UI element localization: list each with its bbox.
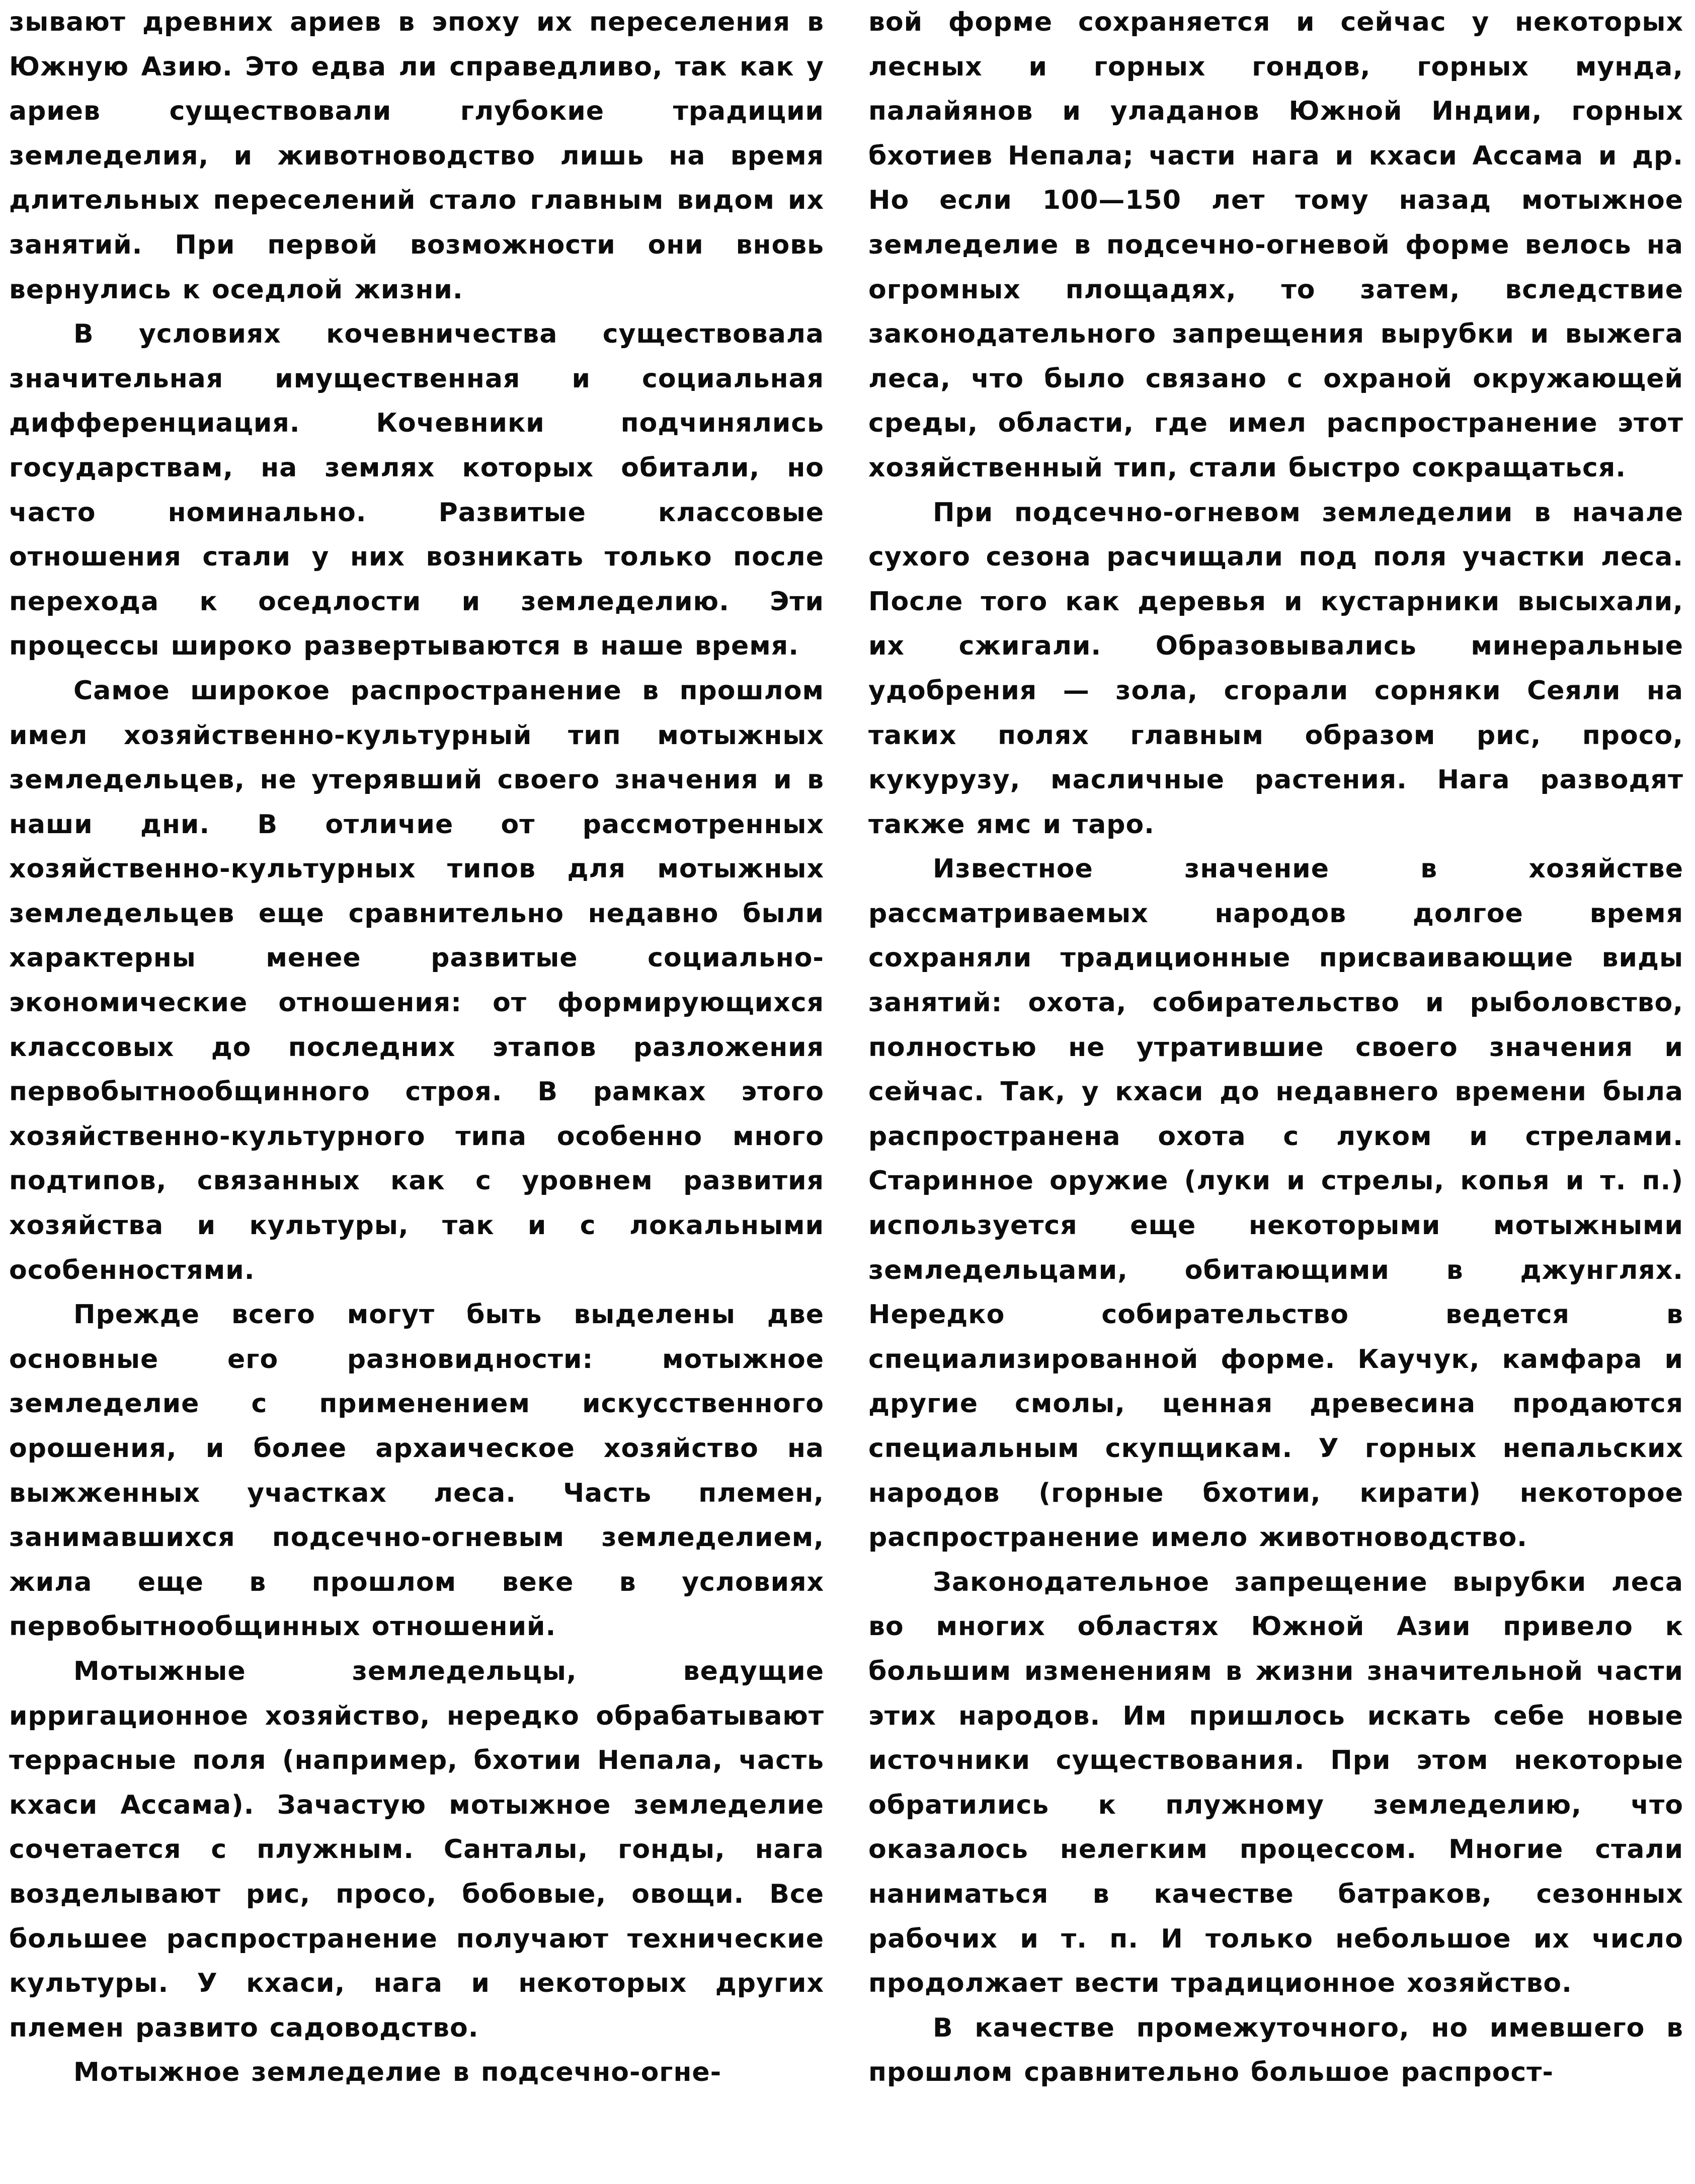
paragraph: вой форме сохраняется и сейчас у некоторых лесных и горных гондов, горных мунда, палайянов и уладанов Южной Индии, горных бхотиев Непала; части нага и кхаси Ассама и др. Но если 100—150 лет тому назад мотыжное земледелие в подсечно-огневой форме велось на огромных площадях, то затем, вследствие законодательного запрещения вырубки и выжега леса, что было связано с охраной окружающей среды, области, где имел распространение этот хозяйственный тип, стали быстро сокращаться.	[868, 7, 1683, 483]
paragraph: Самое широкое распространение в прошлом имел хозяйственно-культурный тип мотыжных земледельцев, не утерявший своего значения и в наши дни. В отличие от рассмотренных хозяйственно-культурных типов для мотыжных земледельцев еще сравнительно недавно были характерны менее развитые социально-экономические отношения: от формирующихся классовых до последних этапов разложения первобытнообщинного строя. В рамках этого хозяйственно-культурного типа особенно много подтипов, связанных как с уровнем развития хозяйства и культуры, так и с локальными особенностями.	[9, 675, 824, 1285]
paragraph: Мотыжное земледелие в подсечно-огне-	[73, 2057, 722, 2088]
paragraph: Мотыжные земледельцы, ведущие ирригационное хозяйство, нередко обрабатывают террасные поля (например, бхотии Непала, часть кхаси Ассама). Зачастую мотыжное земледелие сочетается с плужным. Санталы, гонды, нага возделывают рис, просо, бобовые, овощи. Все большее распространение получают технические культуры. У кхаси, нага и некоторых других племен развито садоводство.	[9, 1656, 824, 2043]
paragraph: При подсечно-огневом земледелии в начале сухого сезона расчищали под поля участки леса. После того как деревья и кустарники высыхали, их сжигали. Образовывались минеральные удобрения — зола, сгорали сорняки Сеяли на таких полях главным образом рис, просо, кукурузу, масличные растения. Нага разводят также ямс и таро.	[868, 497, 1683, 840]
right-column	[868, 0, 1683, 2095]
paragraph: Законодательное запрещение вырубки леса во многих областях Южной Азии привело к большим изменениям в жизни значительной части этих народов. Им пришлось искать себе новые источники существования. При этом некоторые обратились к плужному земледелию, что оказалось нелегким процессом. Многие стали наниматься в качестве батраков, сезонных рабочих и т. п. И только небольшое их число продолжает вести традиционное хозяйство.	[868, 1567, 1683, 1999]
paragraph: Известное значение в хозяйстве рассматриваемых народов долгое время сохраняли традиционные присваивающие виды занятий: охота, собирательство и рыболовство, полностью не утратившие своего значения и сейчас. Так, у кхаси до недавнего времени была распространена охота с луком и стрелами. Старинное оружие (луки и стрелы, копья и т. п.) используется еще некоторыми мотыжными земледельцами, обитающими в джунглях. Нередко собирательство ведется в специализированной форме. Каучук, камфара и другие смолы, ценная древесина продаются специальным скупщикам. У горных непальских народов (горные бхотии, кирати) некоторое распространение имело животноводство.	[868, 854, 1683, 1553]
left-column	[9, 0, 824, 2095]
paragraph: В качестве промежуточного, но имевшего в прошлом сравнительно большое распрост-	[868, 2012, 1683, 2088]
paragraph: В условиях кочевничества существовала значительная имущественная и социальная дифференциация. Кочевники подчинялись государствам, на землях которых обитали, но часто номинально. Развитые классовые отношения стали у них возникать только после перехода к оседлости и земледелию. Эти процессы широко развертываются в наше время.	[9, 319, 824, 662]
paragraph: Прежде всего могут быть выделены две основные его разновидности: мотыжное земледелие с применением искусственного орошения, и более архаическое хозяйство на выжженных участках леса. Часть племен, занимавшихся подсечно-огневым земледелием, жила еще в прошлом веке в условиях первобытнообщинных отношений.	[9, 1300, 824, 1642]
paragraph: зывают древних ариев в эпоху их переселения в Южную Азию. Это едва ли справедливо, так как у ариев существовали глубокие традиции земледелия, и животноводство лишь на время длительных переселений стало главным видом их занятий. При первой возможности они вновь вернулись к оседлой жизни.	[9, 7, 824, 305]
